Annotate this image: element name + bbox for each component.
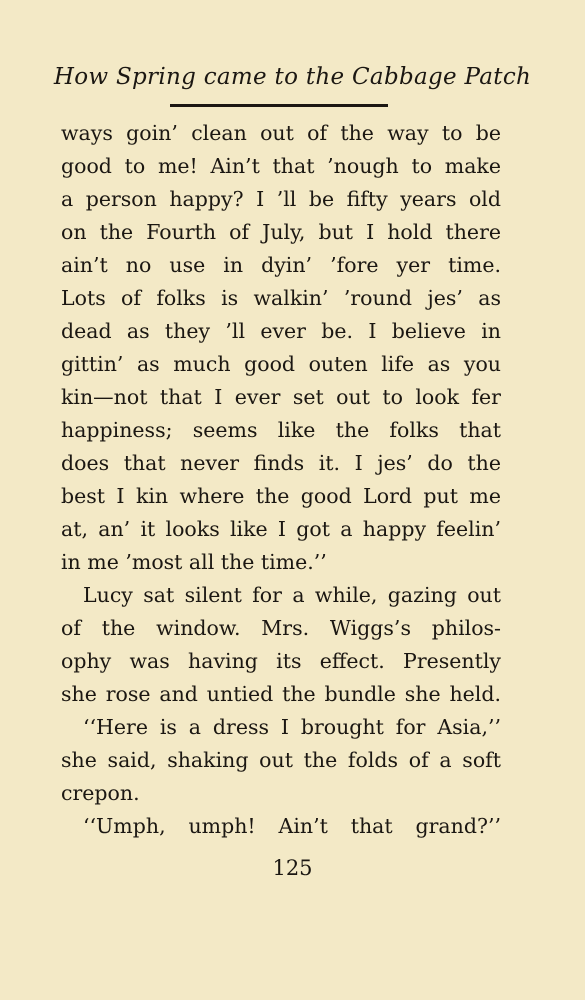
text-line: she said, shaking out the folds of a soft [61,748,501,772]
text-line: best I kin where the good Lord put me [61,484,501,508]
text-line: at, an’ it looks like I got a happy feelin’ [61,517,501,541]
text-line: ‘‘Here is a dress I brought for Asia,’’ [83,715,501,739]
text-line: ain’t no use in dyin’ ’fore yer time. [61,253,501,277]
text-line: does that never finds it. I jes’ do the [61,451,501,475]
text-line: of the window. Mrs. Wiggs’s philos- [61,616,501,640]
text-line: dead as they ’ll ever be. I believe in [61,319,501,343]
text-line: on the Fourth of July, but I hold there [61,220,501,244]
text-line: good to me! Ain’t that ’nough to make [61,154,501,178]
text-line: a person happy? I ’ll be fifty years old [61,187,501,211]
text-line: ophy was having its effect. Presently [61,649,501,673]
text-line: ‘‘Umph, umph! Ain’t that grand?’’ [83,814,501,838]
text-line: kin—not that I ever set out to look fer [61,385,501,409]
text-line: gittin’ as much good outen life as you [61,352,501,376]
running-head: How Spring came to the Cabbage Patch [53,64,532,90]
text-line: Lucy sat silent for a while, gazing out [83,583,501,607]
text-line: crepon. [61,781,140,805]
text-line: happiness; seems like the folks that [61,418,501,442]
text-line: ways goin’ clean out of the way to be [61,121,501,145]
head-rule [170,104,388,107]
text-line: she rose and untied the bundle she held. [61,682,501,706]
body-text [61,117,501,843]
page-number: 125 [272,856,313,880]
text-line: in me ’most all the time.’’ [61,550,327,574]
text-line: Lots of folks is walkin’ ’round jes’ as [61,286,501,310]
